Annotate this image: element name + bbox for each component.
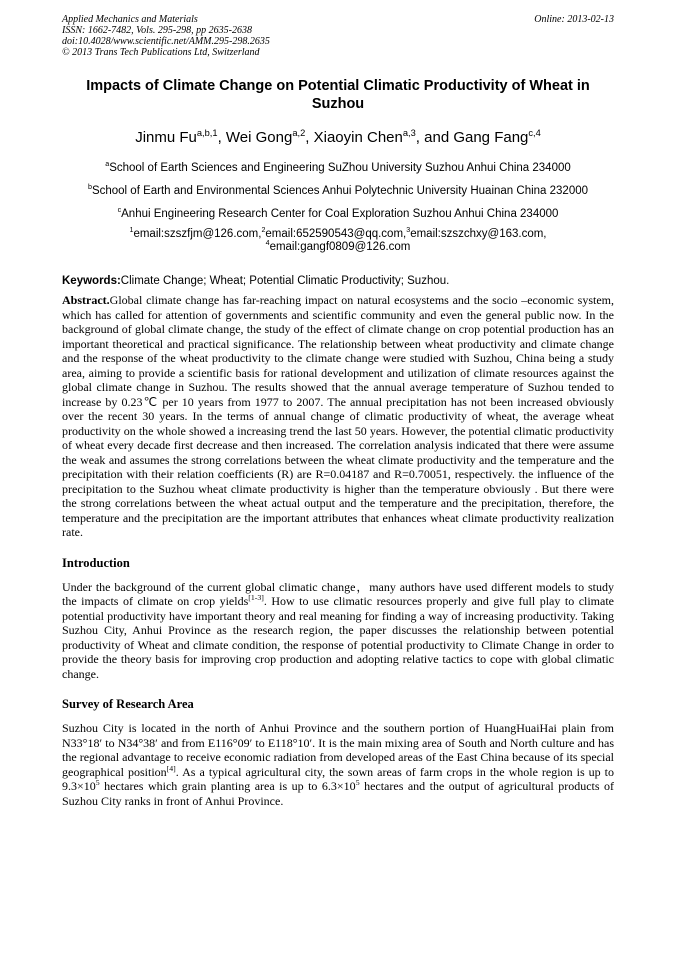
journal-name: Applied Mechanics and Materials xyxy=(62,14,198,25)
email-mark: 1 xyxy=(129,226,134,235)
exponent: 5 xyxy=(95,778,100,787)
author-name: Wei Gong xyxy=(225,129,293,146)
running-header xyxy=(62,14,614,58)
issn-line: ISSN: 1662-7482, Vols. 295-298, pp 2635-2638 xyxy=(62,25,252,36)
email-mark: 2 xyxy=(261,226,266,235)
affiliation-text: School of Earth and Environmental Sciences Anhui Polytechnic University Huainan China 232000 xyxy=(91,185,589,197)
online-date: Online: 2013-02-13 xyxy=(534,14,614,25)
author-name: Xiaoyin Chen xyxy=(313,129,403,146)
affiliation-c xyxy=(62,207,614,221)
introduction-text: Under the background of the current global climatic change，many authors have used different models to study the impacts of climate on crop yields xyxy=(62,579,614,608)
publication-info xyxy=(62,14,270,58)
survey-text: hectares which grain planting area is up to 6.3×10 xyxy=(99,779,356,793)
introduction-text: . How to use climatic resources properly and give full play to climate potential productivity have important theory and real meaning for finding a way of increasing productivity. Taking Suzhou City, Anhui Province as the research region, the paper discusses the relationship between potential productivity of Wheat and climate condition, the response of potential productivity to Climate Change in order to provide the theory basis for improving crop production and adopting relative tactics to cope with global climatic change. xyxy=(62,594,615,681)
email-address: email:gangf0809@126.com xyxy=(269,241,411,253)
introduction-paragraph xyxy=(62,580,614,682)
doi-line: doi:10.4028/www.scientific.net/AMM.295-298.2635 xyxy=(62,36,270,47)
keywords-text: Climate Change; Wheat; Potential Climatic Productivity; Suzhou. xyxy=(120,275,450,287)
author-separator: , xyxy=(217,129,226,146)
affiliation-mark: c xyxy=(117,206,122,215)
email-address: email:652590543@qq.com, xyxy=(265,228,407,240)
survey-text: Suzhou City is located in the north of Anhui Province and the southern portion of HuangHuaiHai plain from N33°18′ to N34°38′ and from E116°09′ to E118°10′. It is the main mixing area of South and North culture and has the regional advantage to receive economic radiation from developed areas of the East China because of its special geographical position xyxy=(62,721,614,779)
keywords-label: Keywords: xyxy=(62,275,121,287)
survey-text: . As a typical agricultural city, the sown areas of farm crops in the whole region is up to 9.3×10 xyxy=(62,764,614,793)
survey-text: hectares and the output of agricultural products of Suzhou City ranks in front of Anhui Province. xyxy=(62,779,614,808)
email-mark: 4 xyxy=(265,239,270,248)
affiliation-b xyxy=(62,184,614,198)
email-line-2 xyxy=(62,241,614,254)
author-affiliation-mark: c,4 xyxy=(528,128,541,138)
affiliation-text: School of Earth Sciences and Engineering SuZhou University Suzhou Anhui China 234000 xyxy=(109,162,571,174)
citation-ref: [4] xyxy=(166,763,176,773)
abstract-text: Global climate change has far-reaching impact on natural ecosystems and the socio –economic system, which has called for attention of governments and scientific community and even the general public now. In the background of global climate change, the study of the effect of climate change on crop potential production has an important theoretical and practical significance. The relationship between wheat productivity and climate change and the response of the wheat productivity to the climate change were studied with Suzhou, China being a study area, aiming to provide a scientific basis for rational development and utilization of climate resources against the global climate change in Suzhou. The results showed that the annual average temperature of Suzhou tended to increase by 0.23℃ per 10 years from 1977 to 2007. The annual precipitation has not been increased obviously over the recent 30 years. In the terms of annual change of climatic productivity of wheat, the average wheat productivity on the whole showed a increasing trend the last 50 years. However, the potential climatic productivity of wheat every decade first decrease and then increased. The correlation analysis indicated that there were assume the weak and assumes the strong correlations between the wheat climate productivity and the temperature and the precipitation with their relation coefficients (R) are R=0.04187 and R=0.70051, respectively. the influence of the precipitation to the Suzhou wheat climate productivity is higher than the temperature obviously . But there were the strong correlations between the wheat actual output and the temperature and the precipitation, therefore, the temperature and the precipitation are the important attributes that enhances wheat climate productivity realization rate. xyxy=(62,293,614,539)
author-separator: , xyxy=(305,129,314,146)
copyright-line: © 2013 Trans Tech Publications Ltd, Switzerland xyxy=(62,47,260,58)
paper-page xyxy=(62,14,614,808)
author-name: Jinmu Fu xyxy=(135,129,197,146)
introduction-heading: Introduction xyxy=(62,555,130,570)
affiliation-text: Anhui Engineering Research Center for Coal Exploration Suzhou Anhui China 234000 xyxy=(121,208,559,220)
paper-title: Impacts of Climate Change on Potential Climatic Productivity of Wheat in Suzhou xyxy=(86,78,590,112)
author-affiliation-mark: a,b,1 xyxy=(196,128,218,138)
affiliation-mark: a xyxy=(105,160,110,169)
affiliation-a xyxy=(62,161,614,175)
author-affiliation-mark: a,2 xyxy=(292,128,306,138)
abstract xyxy=(62,293,614,540)
author-name: Gang Fang xyxy=(453,129,529,146)
keywords xyxy=(62,274,614,288)
exponent: 5 xyxy=(355,778,360,787)
author-affiliation-mark: a,3 xyxy=(402,128,416,138)
survey-paragraph xyxy=(62,721,614,808)
author-list xyxy=(62,129,614,147)
affiliation-mark: b xyxy=(87,183,92,192)
author-separator: , and xyxy=(415,129,454,146)
email-line-1 xyxy=(62,228,614,241)
citation-ref: [1-3] xyxy=(248,593,264,602)
email-address: email:szszfjm@126.com, xyxy=(133,228,262,240)
survey-heading: Survey of Research Area xyxy=(62,697,194,711)
email-address: email:szszchxy@163.com, xyxy=(410,228,547,240)
abstract-label: Abstract. xyxy=(62,293,110,307)
email-mark: 3 xyxy=(406,226,411,235)
author-emails xyxy=(62,228,614,254)
